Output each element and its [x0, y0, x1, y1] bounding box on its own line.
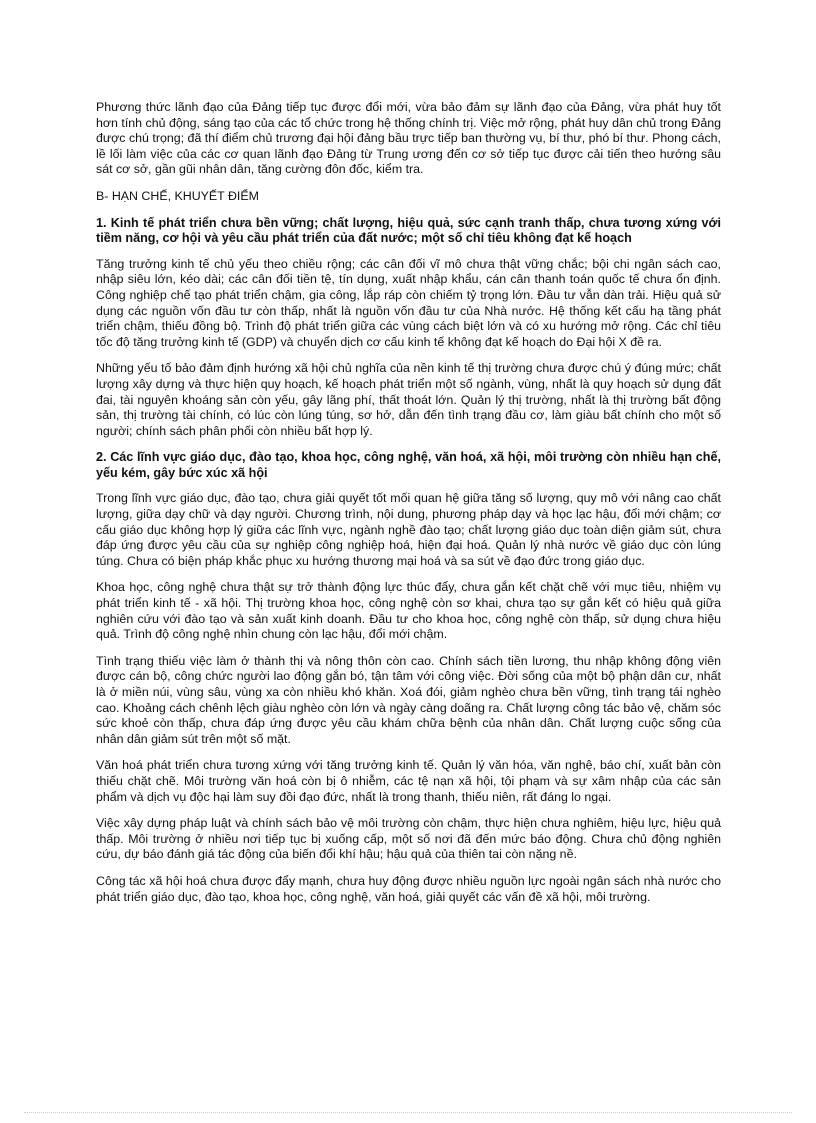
paragraph-socialization: Công tác xã hội hoá chưa được đẩy mạnh, chưa huy động được nhiều nguồn lực ngoài ngân sách nhà nước cho phát triển giáo dục, đào tạo, khoa học, công nghệ, văn hoá, giải quyết các vấn đề xã hội, môi trường. [96, 873, 721, 904]
paragraph-science: Khoa học, công nghệ chưa thật sự trở thành động lực thúc đẩy, chưa gắn kết chặt chẽ với mục tiêu, nhiệm vụ phát triển kinh tế - xã hội. Thị trường khoa học, công nghệ còn sơ khai, chưa tạo sự gắn kết có hiệu quả giữa nghiên cứu với đào tạo và sản xuất kinh doanh. Đầu tư cho khoa học, công nghệ còn thấp, sử dụng chưa hiệu quả. Trình độ công nghệ nhìn chung còn lạc hậu, đổi mới chậm. [96, 580, 721, 642]
heading-social: 2. Các lĩnh vực giáo dục, đào tạo, khoa học, công nghệ, văn hoá, xã hội, môi trường còn nhiều hạn chế, yếu kém, gây bức xúc xã hội [96, 450, 721, 480]
paragraph-employment: Tình trạng thiếu việc làm ở thành thị và nông thôn còn cao. Chính sách tiền lương, thu nhập không động viên được cán bộ, công chức người lao động gắn bó, tận tâm với công việc. Đời sống của một bộ phận dân cư, nhất là ở miền núi, vùng sâu, vùng xa còn nhiều khó khăn. Xoá đói, giảm nghèo chưa bền vững, tình trạng tái nghèo cao. Khoảng cách chênh lệch giàu nghèo còn lớn và ngày càng doãng ra. Chất lượng công tác bảo vệ, chăm sóc sức khoẻ còn thấp, chưa đáp ứng được yêu cầu khám chữa bệnh của nhân dân. Chất lượng cuộc sống của nhân dân giảm sút trên một số mặt. [96, 653, 721, 746]
intro-paragraph: Phương thức lãnh đạo của Đảng tiếp tục được đổi mới, vừa bảo đảm sự lãnh đạo của Đảng, vừa phát huy tốt hơn tính chủ động, sáng tạo của các tổ chức trong hệ thống chính trị. Việc mở rộng, phát huy dân chủ trong Đảng được chú trọng; đã thí điểm chủ trương đại hội đảng bầu trực tiếp ban thường vụ, bí thư, phó bí thư. Phong cách, lề lối làm việc của các cơ quan lãnh đạo Đảng từ Trung ương đến cơ sở tiếp tục được cải tiến theo hướng sâu sát cơ sở, gần gũi nhân dân, tăng cường đôn đốc, kiểm tra. [96, 100, 721, 177]
document-page [96, 100, 721, 916]
paragraph-market: Những yếu tố bảo đảm định hướng xã hội chủ nghĩa của nền kinh tế thị trường chưa được chú ý đúng mức; chất lượng xây dựng và thực hiện quy hoạch, kế hoạch phát triển một số ngành, vùng, nhất là quy hoạch sử dụng đất đai, tài nguyên khoáng sản còn yếu, gây lãng phí, thất thoát lớn. Quản lý thị trường, nhất là thị trường bất động sản, thị trường tài chính, có lúc còn lúng túng, sơ hở, dẫn đến tình trạng đầu cơ, làm giàu bất chính cho một số người; chính sách phân phối còn nhiều bất hợp lý. [96, 361, 721, 438]
heading-economy: 1. Kinh tế phát triển chưa bền vững; chất lượng, hiệu quả, sức cạnh tranh thấp, chưa tương xứng với tiềm năng, cơ hội và yêu cầu phát triển của đất nước; một số chỉ tiêu không đạt kế hoạch [96, 215, 721, 246]
page-bottom-divider [24, 1112, 792, 1113]
paragraph-education: Trong lĩnh vực giáo dục, đào tạo, chưa giải quyết tốt mối quan hệ giữa tăng số lượng, quy mô với nâng cao chất lượng, giữa dạy chữ và dạy người. Chương trình, nội dung, phương pháp dạy và học lạc hậu, đổi mới chậm; cơ cấu giáo dục không hợp lý giữa các lĩnh vực, ngành nghề đào tạo; chất lượng giáo dục toàn diện giảm sút, chưa đáp ứng được yêu cầu của sự nghiệp công nghiệp hoá, hiện đại hoá. Quản lý nhà nước về giáo dục còn lúng túng. Chưa có biện pháp khắc phục xu hướng thương mại hoá và sa sút về đạo đức trong giáo dục. [96, 491, 721, 568]
paragraph-growth: Tăng trưởng kinh tế chủ yếu theo chiều rộng; các cân đối vĩ mô chưa thật vững chắc; bội chi ngân sách cao, nhập siêu lớn, kéo dài; các cân đối tiền tệ, tín dụng, xuất nhập khẩu, cán cân thanh toán quốc tế chưa ổn định. Công nghiệp chế tạo phát triển chậm, gia công, lắp ráp còn chiếm tỷ trọng lớn. Đầu tư vẫn dàn trải. Hiệu quả sử dụng các nguồn vốn đầu tư còn thấp, nhất là nguồn vốn đầu tư của Nhà nước. Hệ thống kết cấu hạ tầng phát triển chậm, thiếu đồng bộ. Trình độ phát triển giữa các vùng cách biệt lớn và có xu hướng mở rộng. Các chỉ tiêu tốc độ tăng trưởng kinh tế (GDP) và chuyển dịch cơ cấu kinh tế không đạt kế hoạch do Đại hội X đề ra. [96, 256, 721, 349]
paragraph-environment: Việc xây dựng pháp luật và chính sách bảo vệ môi trường còn chậm, thực hiện chưa nghiêm, hiệu lực, hiệu quả thấp. Môi trường ở nhiều nơi tiếp tục bị xuống cấp, một số nơi đã đến mức báo động. Chưa chủ động nghiên cứu, dự báo đánh giá tác động của biến đổi khí hậu; hậu quả của thiên tai còn nặng nề. [96, 816, 721, 862]
section-title: B- HẠN CHẾ, KHUYẾT ĐIỂM [96, 188, 259, 203]
paragraph-culture: Văn hoá phát triển chưa tương xứng với tăng trưởng kinh tế. Quản lý văn hóa, văn nghệ, báo chí, xuất bản còn thiếu chặt chẽ. Môi trường văn hoá còn bị ô nhiễm, các tệ nạn xã hội, tội phạm và sự xâm nhập của các sản phẩm và dịch vụ độc hại làm suy đồi đạo đức, nhất là trong thanh, thiếu niên, rất đáng lo ngại. [96, 758, 721, 804]
